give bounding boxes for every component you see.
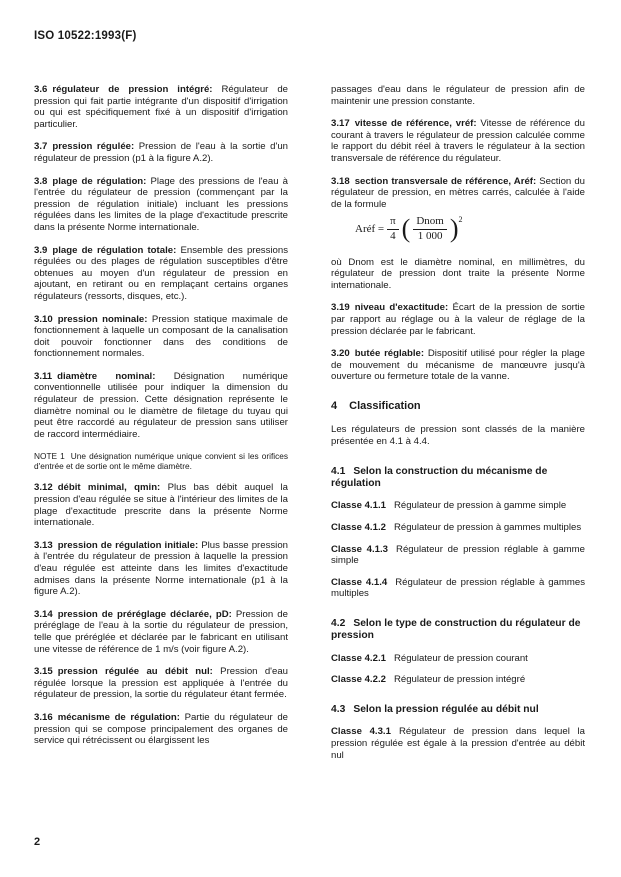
definition-3-7: 3.7 pression régulée: Pression de l'eau à la sortie d'un régulateur de pression (p1 à la figure A.2). <box>34 141 288 164</box>
class-4-1-1: Classe 4.1.1 Régulateur de pression à gamme simple <box>331 500 567 512</box>
definition-3-6: 3.6 régulateur de pression intégré: Régulateur de pression qui fait partie intégrante d'un dispositif d'irrigation ou qui est spécifiquement fixé à un dispositif d'irrigation particulier. <box>34 84 288 130</box>
formula-dnom-over-1000 <box>413 216 447 242</box>
formula-pi-over-4 <box>387 216 399 242</box>
formula-pi: π <box>387 216 399 230</box>
formula-close-paren: ) <box>449 214 459 244</box>
class-4-3-1: Classe 4.3.1 Régulateur de pression dans lequel la pression régulée est égale à la pression d'entrée au débit nul <box>331 726 585 761</box>
definition-3-13: 3.13 pression de régulation initiale: Plus basse pression à l'entrée du régulateur de pression à laquelle la pression d'eau régulée est atteinte dans les limites d'exactitude admises dans la présente Norme internationale (p1 à la figure A.2). <box>34 539 288 598</box>
reference-section-formula <box>355 216 585 242</box>
class-4-2-1: Classe 4.2.1 Régulateur de pression courant <box>331 652 528 664</box>
section-4-2-heading: 4.2 Selon le type de construction du régulateur de pression <box>331 618 581 642</box>
right-column <box>331 84 585 771</box>
document-header: ISO 10522:1993(F) <box>34 30 137 42</box>
section-4-intro: Les régulateurs de pression sont classés de la manière présentée en 4.1 à 4.4. <box>331 424 585 448</box>
class-4-1-3: Classe 4.1.3 Régulateur de pression réglable à gamme simple <box>331 543 585 567</box>
definition-3-16: 3.16 mécanisme de régulation: Partie du régulateur de pression qui se compose principalement des organes de service qui rétrécissent ou élargissent les <box>34 711 288 747</box>
definition-3-10: 3.10 pression nominale: Pression statique maximale de fonctionnement à laquelle un composant de la canalisation doit pouvoir fonctionner dans des conditions de fonctionnement normales. <box>34 313 288 360</box>
page-number: 2 <box>34 836 41 848</box>
definition-3-8: 3.8 plage de régulation: Plage des pressions de l'eau à l'entrée du régulateur de pression (commençant par la pression de régulation initiale) incluant les pressions régulées dans les limites de la plage d'exactitude prescrite dans la présente Norme internationale. <box>34 175 288 233</box>
section-4-heading: 4 Classification <box>331 399 421 412</box>
formula-lhs: Aréf = <box>355 222 385 235</box>
note-1: NOTE 1 Une désignation numérique unique convient si les orifices d'entrée et de sortie ont le même diamètre. <box>34 451 288 472</box>
formula-dnom: Dnom <box>413 216 447 230</box>
formula-thousand: 1 000 <box>417 229 443 242</box>
definition-3-9: 3.9 plage de régulation totale: Ensemble des pressions régulées ou des plages de régulation susceptibles d'être obtenues au moyen d'un régulateur de pression en ajoutant, en retirant ou en remplaçant certains organes régulateurs (ressorts, disques, etc.). <box>34 244 289 302</box>
section-4-1-heading: 4.1 Selon la construction du mécanisme de régulation <box>331 465 548 490</box>
formula-exponent: 2 <box>458 214 463 224</box>
definition-3-20: 3.20 butée réglable: Dispositif utilisé pour régler la plage de mouvement du mécanisme de manœuvre jusqu'à ouverture ou fermeture totale de la vanne. <box>331 348 585 383</box>
definition-3-11: 3.11 diamètre nominal: Désignation numérique conventionnelle utilisée pour indiquer la dimension du régulateur de pression. Cette désignation représente le diamètre nominal ou le diamètre de filetage du tuyau qui peut être raccordé au régulateur de pression sans utiliser de raccord intermédiaire. <box>34 370 288 440</box>
definition-3-17: 3.17 vitesse de référence, vréf: Vitesse de référence du courant à travers le régulateur de pression calculée comme le rapport du débit réel à travers le régulateur à la section transversale de référence du régulateur. <box>331 118 585 164</box>
formula-explanation: où Dnom est le diamètre nominal, en millimètres, du régulateur de pression dont traite la présente Norme internationale. <box>331 256 585 291</box>
definition-3-19: 3.19 niveau d'exactitude: Écart de la pression de sortie par rapport au réglage ou à la valeur de réglage de la pression déclarée par le fabricant. <box>331 302 585 337</box>
class-4-1-4: Classe 4.1.4 Régulateur de pression réglable à gammes multiples <box>331 576 585 600</box>
class-4-1-2: Classe 4.1.2 Régulateur de pression à gammes multiples <box>331 522 582 534</box>
section-4-3-heading: 4.3 Selon la pression régulée au débit nul <box>331 704 539 716</box>
class-4-2-2: Classe 4.2.2 Régulateur de pression intégré <box>331 674 526 686</box>
definition-3-16-continuation: passages d'eau dans le régulateur de pression afin de maintenir une pression constante. <box>331 84 585 107</box>
left-column <box>34 84 288 758</box>
definition-3-18: 3.18 section transversale de référence, Aréf: Section du régulateur de pression, en mètres carrés, calculée à l'aide de la formule <box>331 175 585 210</box>
formula-open-paren: ( <box>401 214 411 244</box>
definition-3-14: 3.14 pression de préréglage déclarée, pD: Pression de préréglage de l'eau à la sortie du régulateur de pression, telle que préréglée et déclarée par le fabricant en utilisant une vitesse de référence de 1 m/s (voir figure A.2). <box>34 608 288 655</box>
definition-3-12: 3.12 débit minimal, qmin: Plus bas débit auquel la pression d'eau régulée se situe à l'intérieur des limites de la plage d'exactitude prescrite dans la présente Norme internationale. <box>34 482 288 529</box>
definition-3-15: 3.15 pression régulée au débit nul: Pression d'eau régulée lorsque la pression est appliquée à l'entrée du régulateur de pression, la sortie du régulateur étant fermée. <box>34 666 289 701</box>
formula-four: 4 <box>390 229 396 242</box>
